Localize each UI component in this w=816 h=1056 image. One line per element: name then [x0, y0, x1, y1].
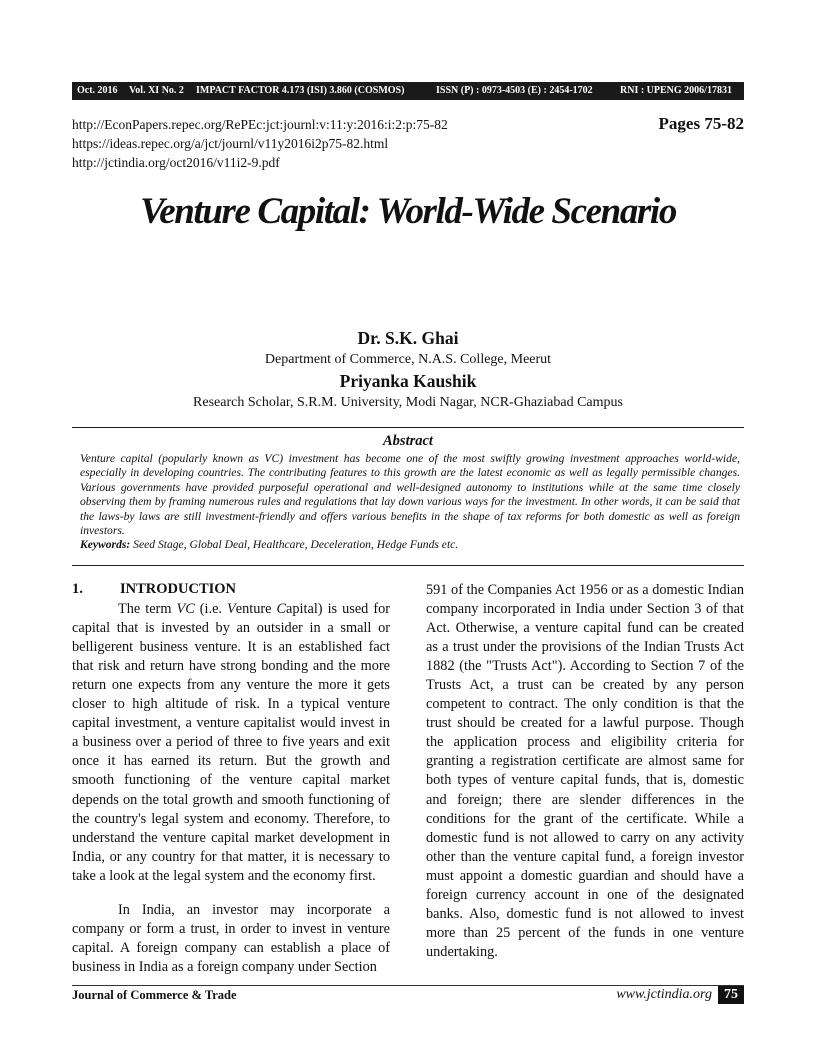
author-name: Priyanka Kaushik	[339, 371, 477, 391]
impact-factor: IMPACT FACTOR 4.173 (ISI) 3.860 (COSMOS)	[196, 85, 405, 96]
rni: RNI : UPENG 2006/17831	[620, 85, 732, 96]
author-block	[0, 327, 816, 413]
url-ideas[interactable]: https://ideas.repec.org/a/jct/journl/v11y2016i2p75-82.html	[72, 136, 389, 151]
abstract-bottom-rule	[72, 565, 744, 566]
url-econpapers[interactable]: http://EconPapers.repec.org/RePEc:jct:journl:v:11:y:2016:i:2:p:75-82	[72, 117, 448, 132]
right-column	[426, 581, 744, 962]
paper-title: Venture Capital: World-Wide Scenario	[140, 191, 676, 232]
section-number: 1.	[72, 581, 83, 597]
footer-journal: Journal of Commerce & Trade	[72, 988, 237, 1002]
paragraph: 591 of the Companies Act 1956 or as a domestic Indian company incorporated in India under Section 3 of that Act. Otherwise, a venture capital fund can be created as a trust under the provisions of the Indian Trusts Act 1882 (the "Trusts Act"). According to Section 7 of the Trusts Act, a trust can be created by any person competent to contract. The only condition is that the trust should be created for a lawful purpose. Though the application process and eligibility criteria for granting a registration certificate are almost same for both types of venture capital funds, that is, domestic and foreign; there are slender differences in the conditions for the grant of the certificate. While a domestic fund is not allowed to carry on any activity other than the venture capital fund, a foreign investor must appoint a domestic guardian and should have a foreign currency account in one of the designated banks. Also, domestic fund is not allowed to invest more than 25 percent of the funds in one venture undertaking.	[426, 582, 744, 960]
abstract-top-rule	[72, 427, 744, 428]
issue-date: Oct. 2016	[77, 85, 118, 96]
left-column	[72, 580, 390, 977]
keywords: Seed Stage, Global Deal, Healthcare, Deceleration, Hedge Funds etc.	[133, 538, 459, 552]
abstract-heading: Abstract	[383, 433, 433, 449]
abstract-body: Venture capital (popularly known as VC) investment has become one of the most swiftly growing investment approaches world-wide, especially in developing countries. The contributing features to this growth are the latest economic as well as legally permissible changes. Various governments have provided purposeful operational and well-designed autonomy to institutions while at the same time closely observing them by framing numerous rules and regulations that lay down various ways for the investment. In other words, it can be said that the laws-by laws are still investment-friendly and offers various benefits in the shape of tax reforms for both domestic as well as foreign investors.	[80, 452, 740, 538]
issn: ISSN (P) : 0973-4503 (E) : 2454-1702	[436, 85, 593, 96]
section-heading	[72, 580, 390, 599]
author-affiliation: Department of Commerce, N.A.S. College, Meerut	[264, 352, 552, 367]
footer-website[interactable]: www.jctindia.org	[616, 987, 712, 1002]
keywords-label: Keywords:	[80, 538, 131, 552]
section-title: INTRODUCTION	[120, 581, 237, 597]
page-range: Pages 75-82	[658, 114, 744, 133]
url-list	[72, 115, 448, 172]
url-jctindia[interactable]: http://jctindia.org/oct2016/v11i2-9.pdf	[72, 155, 280, 170]
paragraph: In India, an investor may incorporate a company or form a trust, in order to invest in venture capital. A foreign company can establish a place of business in India as a foreign company under Section	[72, 901, 390, 975]
journal-header-bar	[72, 82, 744, 100]
footer-site	[616, 986, 744, 1004]
author-name: Dr. S.K. Ghai	[357, 328, 459, 348]
abstract-text	[80, 452, 740, 553]
author-affiliation: Research Scholar, S.R.M. University, Modi Nagar, NCR-Ghaziabad Campus	[193, 395, 623, 410]
paragraph: The term VC (i.e. Venture Capital) is used for capital that is invested by an outsider in a small or belligerent business venture. It is an established fact that risk and return have strong bonding and the more return one expects from any venture the more it gets closer to high altitude of risk. In a typical venture capital investment, a venture capitalist would invest in a business over a period of three to five years and exit once it has earned its return. But the growth and smooth functioning of the venture capital market depends on the total growth and smooth functioning of the country's legal system and economy. Therefore, to understand the venture capital market development in India, or any country for that matter, it is necessary to take a look at the legal system and the economy first.	[72, 601, 391, 884]
volume: Vol. XI No. 2	[129, 85, 184, 96]
page-number: 75	[718, 986, 744, 1004]
